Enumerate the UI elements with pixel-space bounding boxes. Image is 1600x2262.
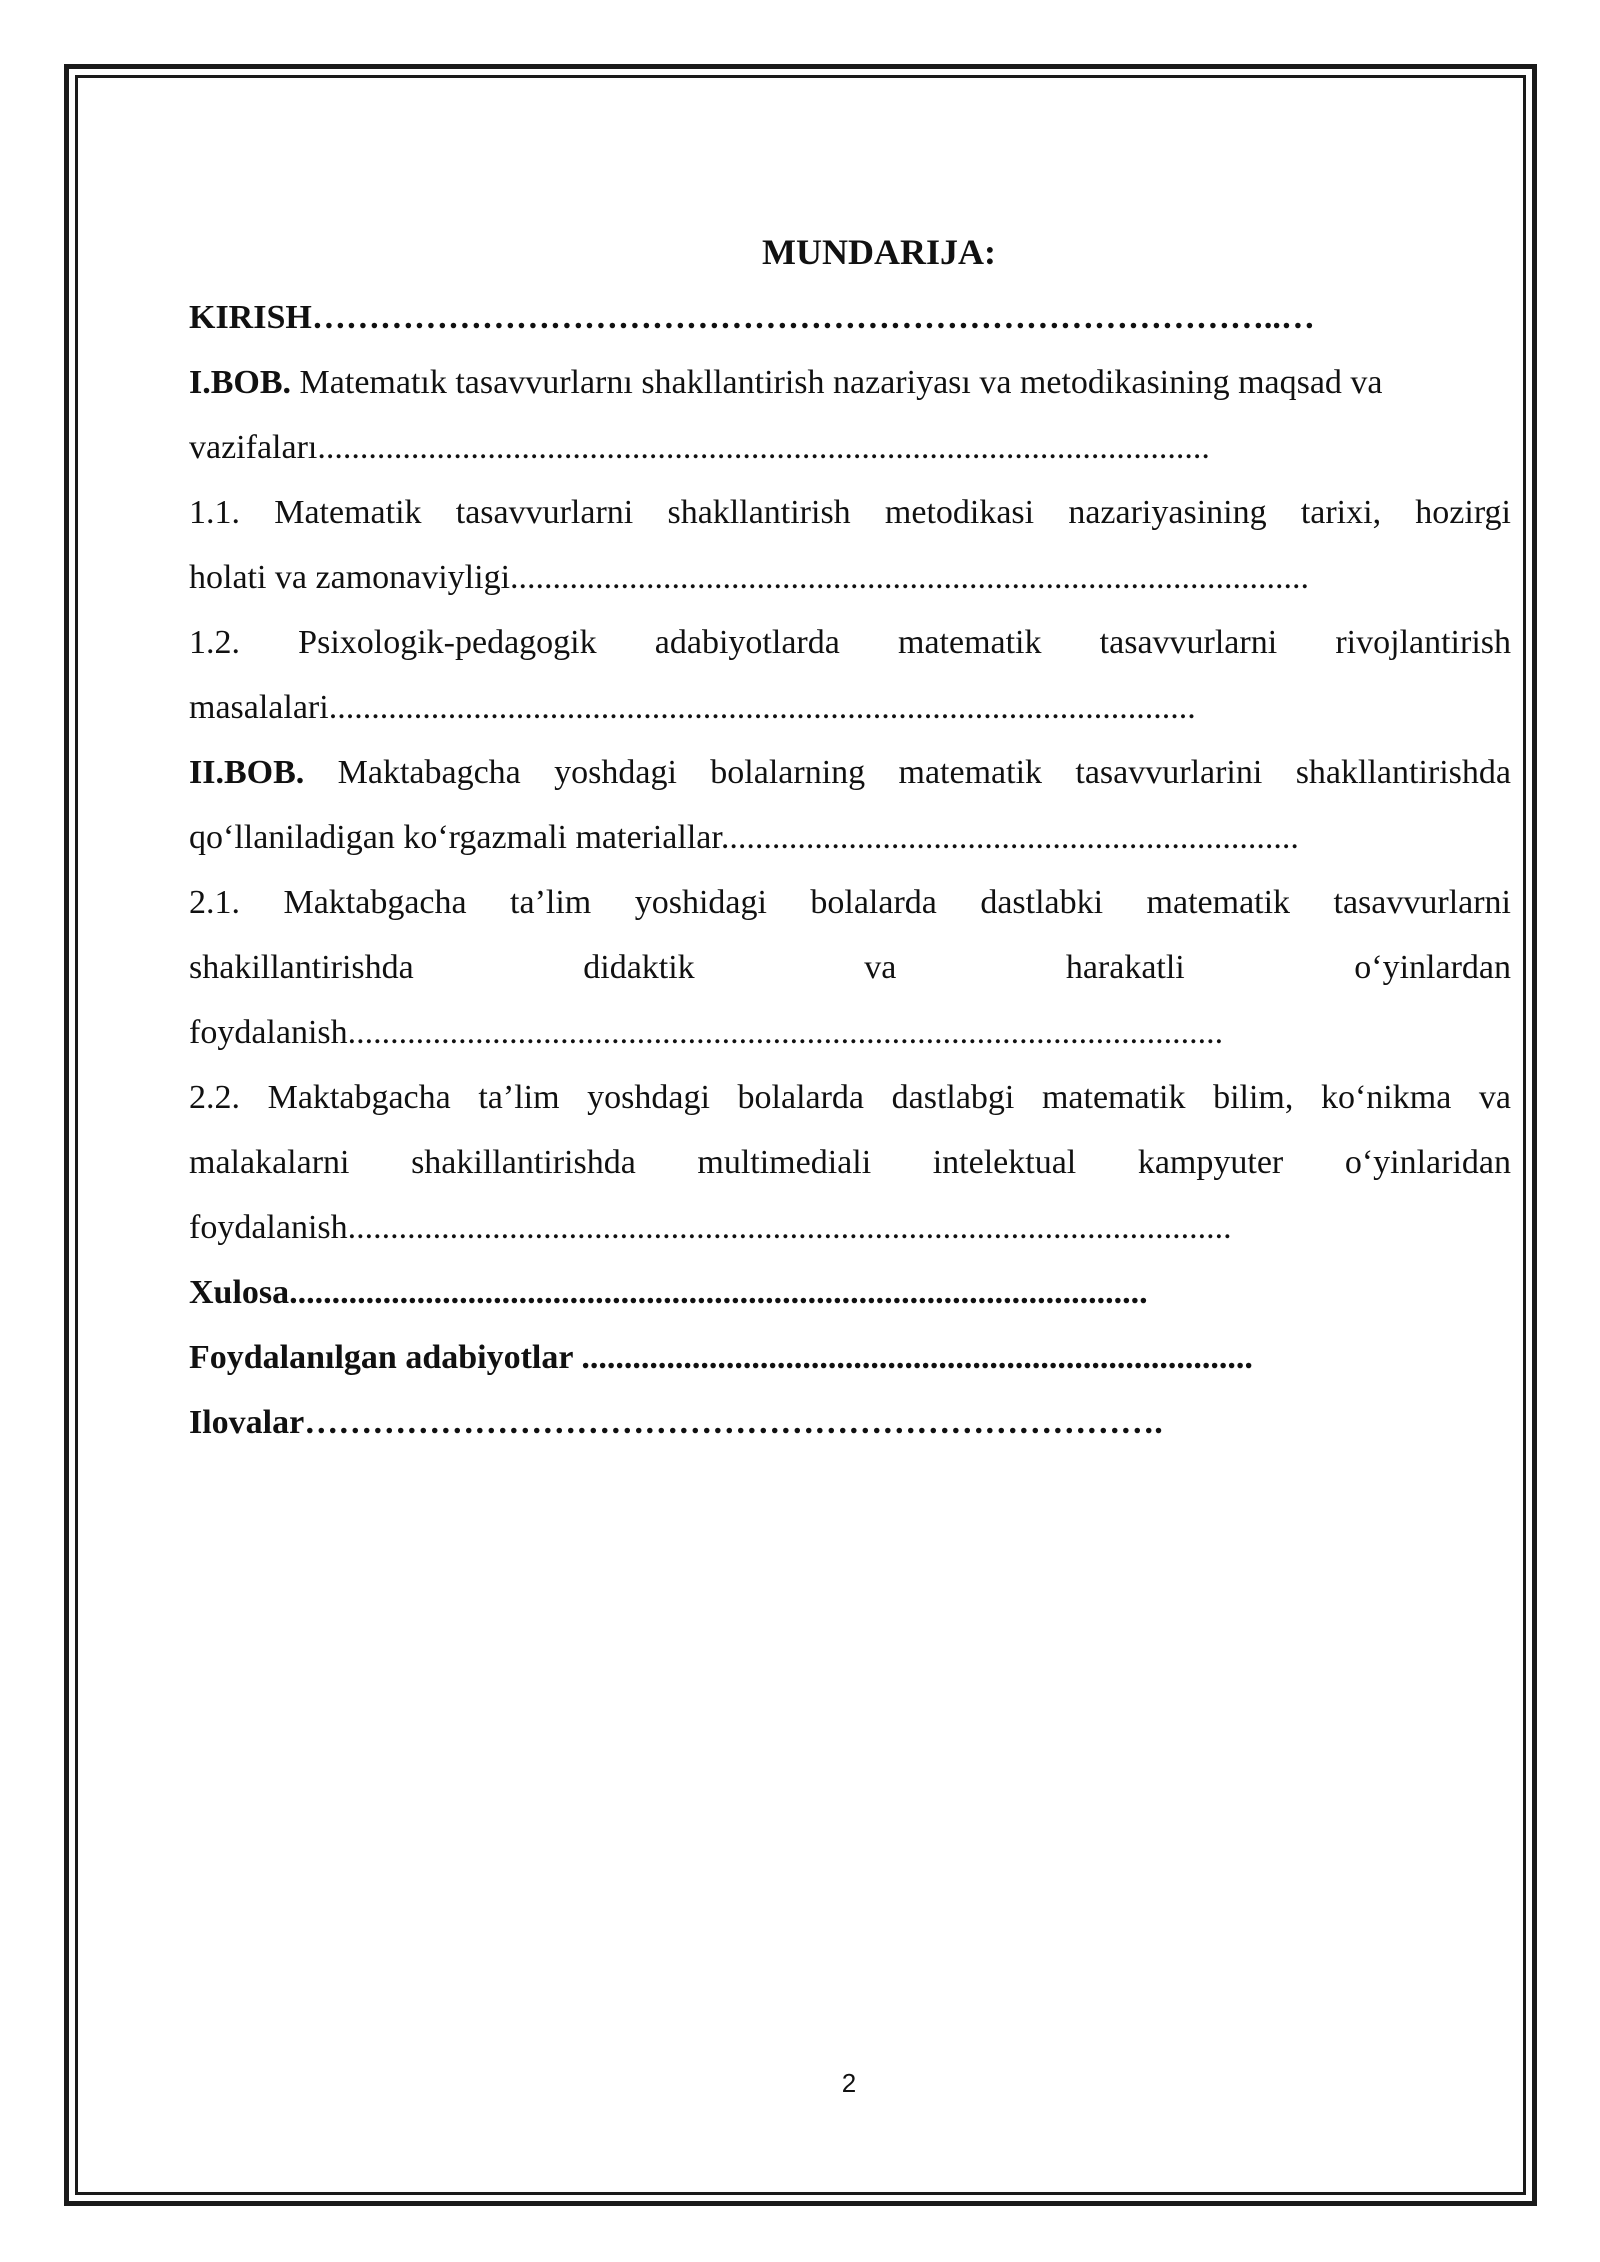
toc-entry-2-2: 2.2. Maktabgacha ta’lim yoshdagi bolalarda dastlabgi matematik bilim, ko‘nikma va — [189, 1079, 1511, 1116]
page-number: 2 — [841, 2068, 857, 2098]
toc-entry-1-1-cont: holati va zamonaviyligi.............................................................................................. — [189, 559, 1310, 596]
toc-entry-xulosa: Xulosa..................................................................................................... — [189, 1274, 1148, 1311]
toc-entry-bob1-cont: vazifaları......................................................................................................... — [189, 429, 1210, 466]
chapter-label: I.BOB. — [189, 364, 292, 401]
toc-entry-2-1-end: foydalanish....................................................................................................... — [189, 1014, 1224, 1051]
toc-entry-adabiyotlar: Foydalanılgan adabiyotlar ............................................................................... — [189, 1339, 1253, 1376]
chapter-label: II.BOB. — [189, 754, 305, 791]
toc-entry-2-2-end: foydalanish........................................................................................................ — [189, 1209, 1232, 1246]
chapter-title: Matematık tasavvurlarnı shakllantirish nazariyası va metodikasining maqsad va — [291, 364, 1383, 401]
toc-entry-1-1: 1.1. Matematik tasavvurlarni shakllantirish metodikasi nazariyasining tarixi, hozirgi — [189, 494, 1511, 531]
chapter-title: Maktabagcha yoshdagi bolalarning matematik tasavvurlarini shakllantirishda — [304, 754, 1511, 791]
toc-entry-2-1-cont: shakillantirishda didaktik va harakatli o‘yinlardan — [189, 949, 1511, 986]
toc-entry-2-2-cont: malakalarni shakillantirishda multimediali intelektual kampyuter o‘yinlaridan — [189, 1144, 1511, 1181]
toc-entry-2-1: 2.1. Maktabgacha ta’lim yoshidagi bolalarda dastlabki matematik tasavvurlarni — [189, 884, 1511, 921]
toc-entry-bob1 — [189, 350, 1511, 415]
toc-entry-ilovalar: Ilovalar…………………………………………………………………. — [189, 1404, 1163, 1441]
page-title: MUNDARIJA: — [762, 232, 996, 272]
toc-entry-bob2-cont: qo‘llaniladigan ko‘rgazmali materiallar.................................................................... — [189, 819, 1299, 856]
toc-entry-1-2: 1.2. Psixologik-pedagogik adabiyotlarda matematik tasavvurlarni rivojlantirish — [189, 624, 1511, 661]
toc-entry-kirish: KIRISH…………………………………………………………………………..… — [189, 299, 1315, 336]
toc-entry-bob2 — [189, 740, 1511, 805]
table-of-contents — [189, 220, 1511, 1455]
toc-entry-1-2-cont: masalalari...................................................................................................... — [189, 689, 1196, 726]
